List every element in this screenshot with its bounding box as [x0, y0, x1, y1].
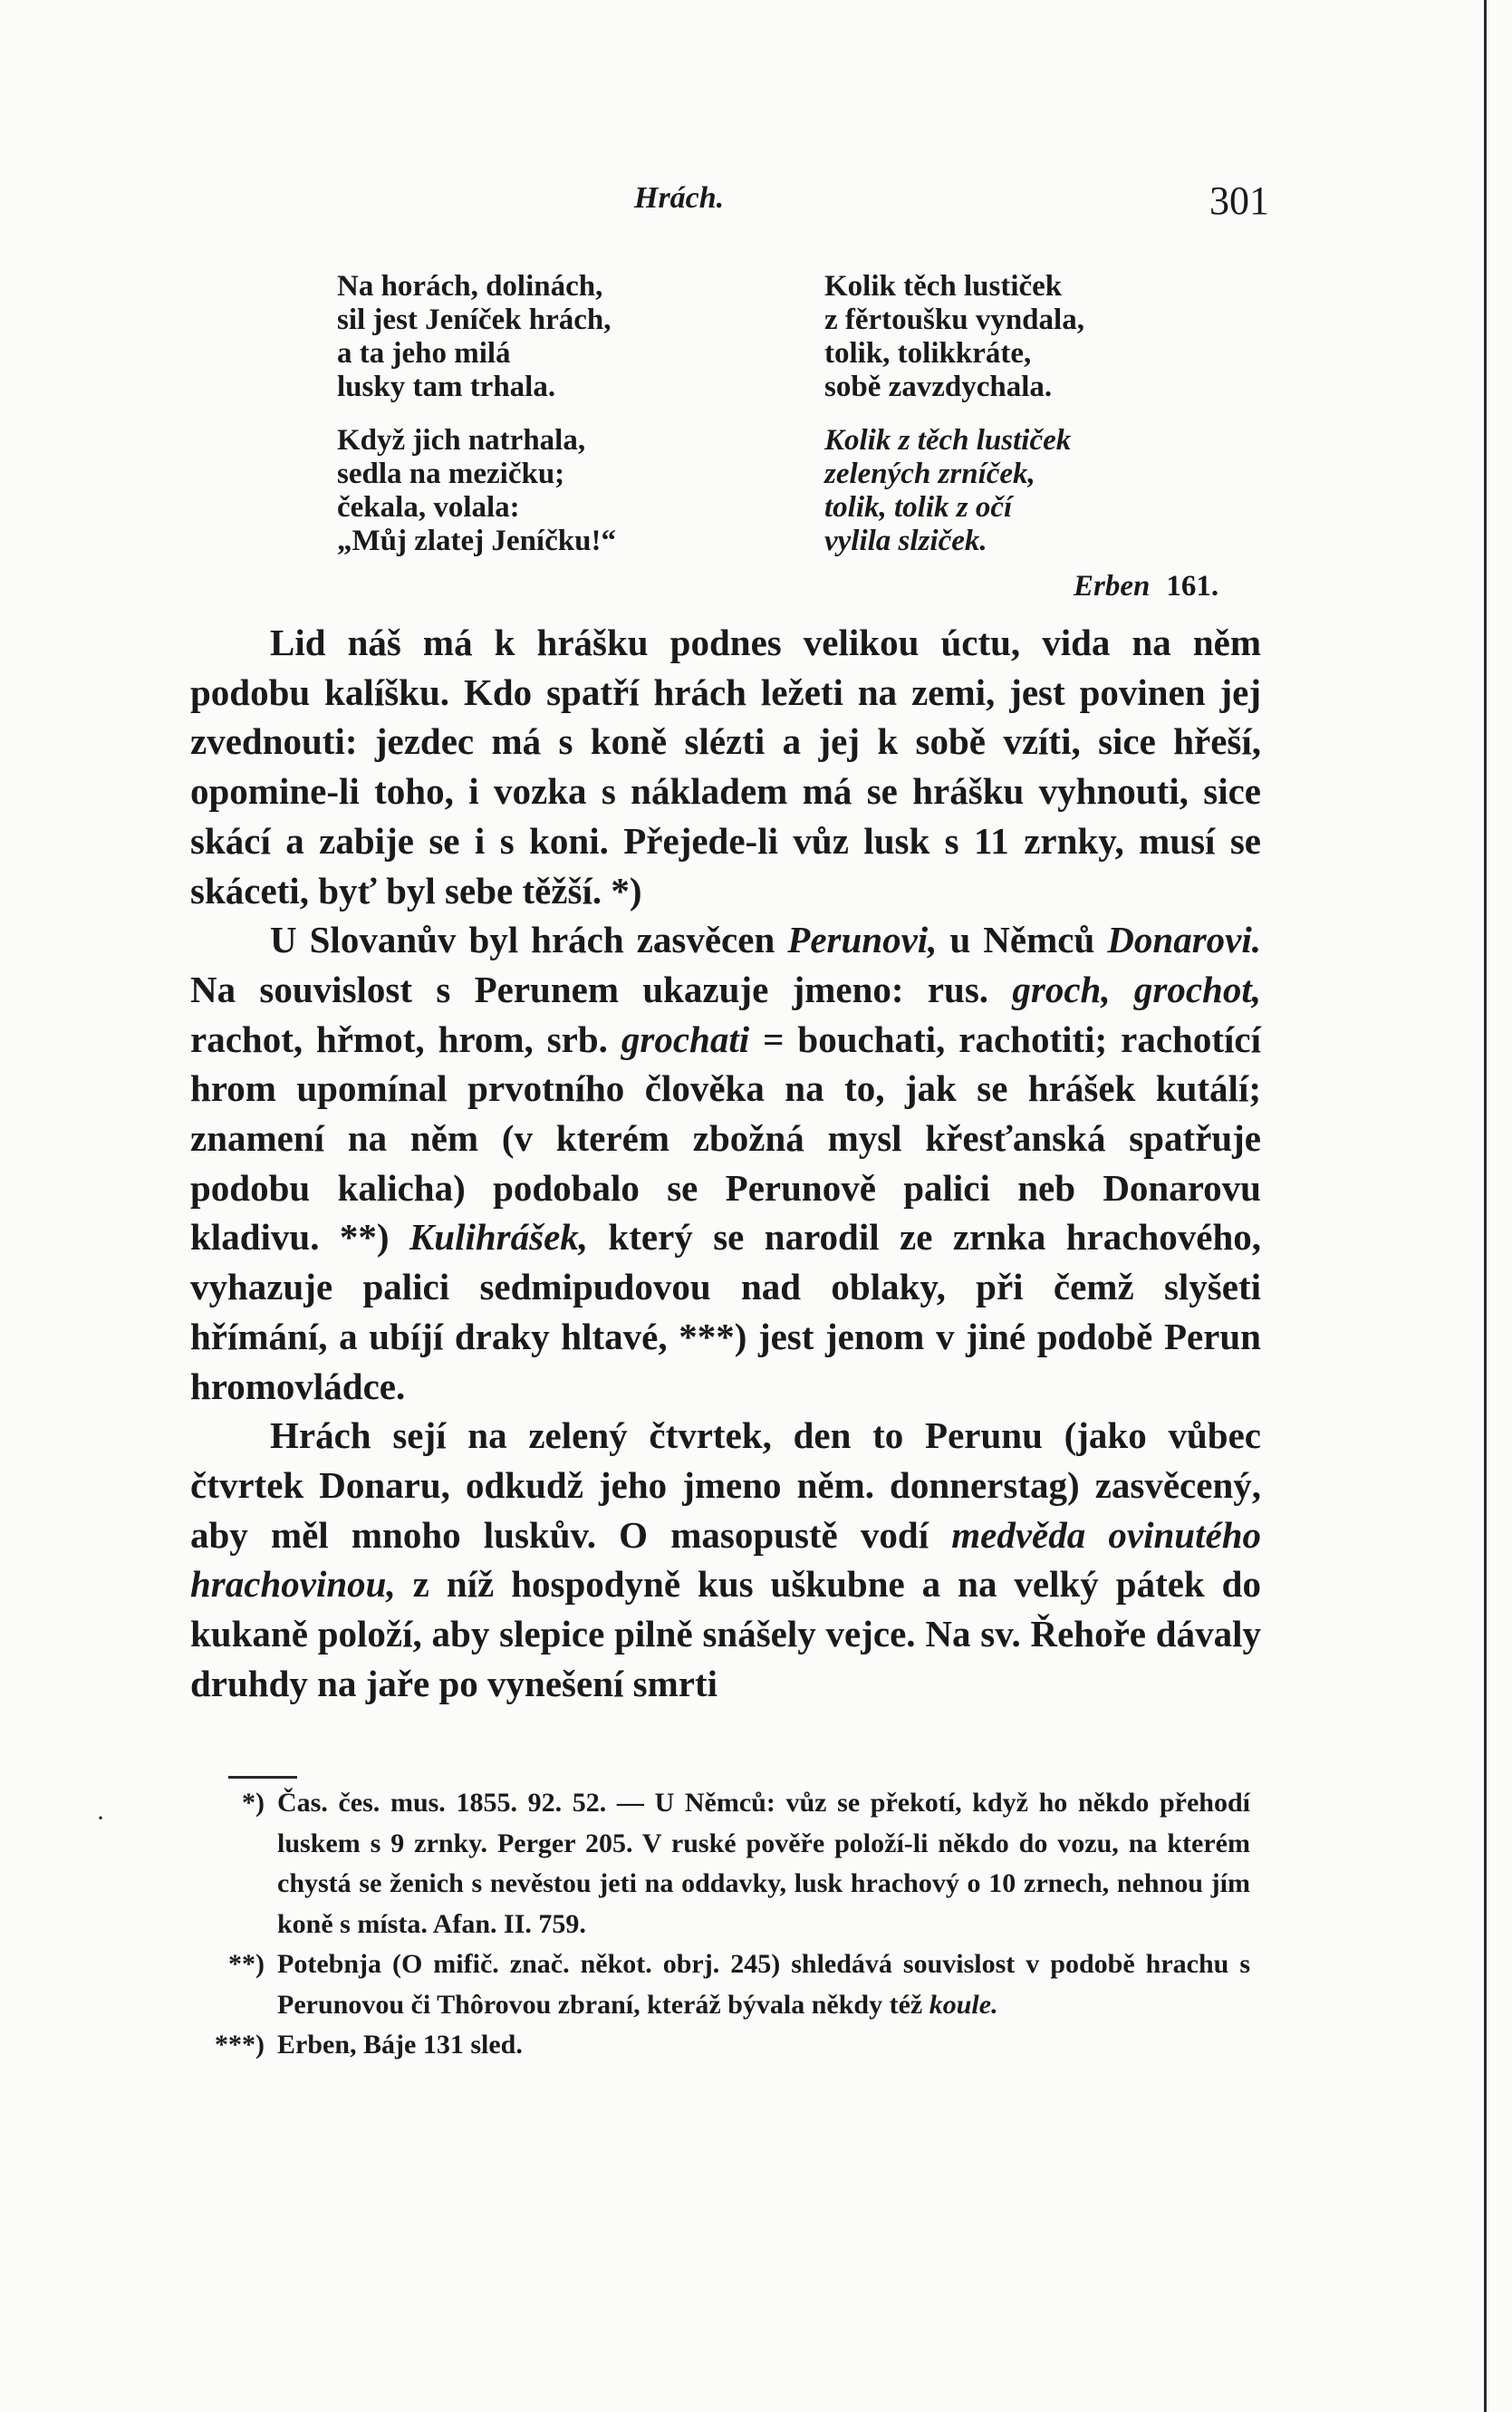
poem-line: Kolik z těch lustiček	[824, 424, 1072, 457]
footnote-text: Erben, Báje 131 sled.	[277, 2030, 523, 2060]
poem-citation	[1074, 570, 1218, 603]
italic-run: grochati	[621, 1018, 750, 1060]
text-run: rachot, hřmot, hrom, srb.	[190, 1018, 621, 1060]
poem-line: z fěrtoušku vyndala,	[824, 304, 1084, 336]
footnote-mark: ***)	[215, 2030, 265, 2060]
poem-stanza-3	[824, 270, 1259, 404]
italic-run: medvěda ovinutého hrachovinou,	[190, 1513, 1261, 1606]
citation-number: 161.	[1166, 570, 1219, 603]
footnote-1	[190, 1783, 1250, 1944]
poem-line: čekala, volala:	[337, 491, 520, 524]
footnote-3	[190, 2025, 1250, 2066]
citation-author: Erben	[1074, 570, 1151, 603]
footnote-text: Čas. čes. mus. 1855. 92. 52. — U Němců: vůz se překotí, když ho někdo přehodí luskem s 9 zrnky. Perger 205. V ruské pověře položí-li někdo do vozu, na kterém chystá se ženich s nevěstou jeti na oddavky, lusk hrachový o 10 zrnech, nehnou jím koně s místa. Afan. II. 759.	[277, 1788, 1250, 1939]
footnote-italic-run: koule.	[929, 1989, 998, 2020]
footnote-mark: **)	[228, 1949, 265, 1979]
text-run: Na souvislost s Perunem ukazuje jmeno: rus.	[190, 968, 1013, 1010]
footnote-2	[190, 1944, 1250, 2025]
poem-line: vylila slziček.	[824, 525, 987, 557]
poem-stanza-2	[337, 424, 772, 558]
poem-line: Když jich natrhala,	[337, 424, 586, 457]
poem-line: tolik, tolikkráte,	[824, 337, 1032, 370]
footnotes	[190, 1783, 1250, 2066]
italic-run: groch, grochot,	[1012, 968, 1261, 1010]
text-run: který se narodil ze zrnka hrachového, vyhazuje palici sedmipudovou nad oblaky, při čemž slyšeti hřímání, a ubíjí draky hltavé, ***) jest jenom v jiné podobě Perun hromovládce.	[190, 1216, 1261, 1407]
poem-stanza-1	[337, 270, 772, 404]
poem-left-column	[337, 270, 772, 578]
footnote-rule	[228, 1776, 297, 1779]
text-run: U Slovanův byl hrách zasvěcen	[270, 919, 788, 961]
paragraph-3	[190, 1411, 1261, 1708]
text-run: Lid náš má k hrášku podnes velikou úctu, vida na něm podobu kalíšku. Kdo spatří hrách ležeti na zemi, jest povinen jej zvednouti: jezdec má s koně slézti a jej k sobě vzíti, sice hřeší, opomine-li toho, i vozka s nákladem má se hrášku vyhnouti, sice skácí a zabije se i s koni. Přejede-li vůz lusk s 11 zrnky, musí se skáceti, byť byl sebe těžší. *)	[190, 622, 1261, 912]
poem-line: Na horách, dolinách,	[337, 270, 603, 303]
poem-line: a ta jeho milá	[337, 337, 511, 370]
running-title: Hrách.	[634, 181, 725, 215]
text-run: z níž hospodyně kus uškubne a na velký pátek do kukaně položí, aby slepice pilně snášely vejce. Na sv. Řehoře dávaly druhdy na jaře po vynešení smrti	[190, 1563, 1261, 1704]
italic-run: Donarovi.	[1107, 919, 1261, 961]
poem-line: zelených zrníček,	[824, 458, 1035, 490]
poem-line: sedla na mezičku;	[337, 458, 565, 490]
footnote-text	[277, 1944, 1250, 2025]
footnote-text-run: Potebnja (O mifič. znač. někot. obrj. 245) shledává souvislost v podobě hrachu s Perunovou či Thôrovou zbraní, kteráž bývala někdy též	[277, 1949, 1250, 2020]
page-edge-line	[1484, 0, 1487, 2412]
italic-run: Kulihrášek,	[409, 1216, 589, 1259]
poem-line: sobě zavzdychala.	[824, 371, 1053, 403]
text-run: u Němců	[937, 919, 1108, 961]
poem-line: „Můj zlatej Jeníčku!“	[337, 525, 616, 557]
paragraph-2	[190, 915, 1261, 1411]
poem-stanza-4	[824, 424, 1259, 558]
poem-line: Kolik těch lustiček	[824, 270, 1063, 303]
footnote-mark: *)	[242, 1788, 265, 1818]
italic-run: Perunovi,	[787, 919, 938, 961]
poem-line: tolik, tolik z očí	[824, 491, 1013, 524]
text-run: Hrách sejí na zelený čtvrtek, den to Perunu (jako vůbec čtvrtek Donaru, odkudž jeho jmeno něm. donnerstag) zasvěcený, aby měl mnoho luskův. O masopustě vodí	[190, 1414, 1261, 1556]
body-text	[190, 618, 1261, 1708]
poem-line: lusky tam trhala.	[337, 371, 556, 403]
text-run: = bouchati, rachotiti; rachotící hrom upomínal prvotního člověka na to, jak se hrášek kutálí; znamení na něm (v kterém zbožná mysl křesťanská spatřuje podobu kalicha) podobalo se Perunově palici neb Donarovu kladivu. **)	[190, 1018, 1261, 1259]
poem-right-column	[824, 270, 1259, 578]
paragraph-1	[190, 618, 1261, 915]
page-number: 301	[1209, 178, 1269, 223]
poem-line: sil jest Jeníček hrách,	[337, 304, 612, 336]
speck: ·	[96, 1803, 105, 1833]
